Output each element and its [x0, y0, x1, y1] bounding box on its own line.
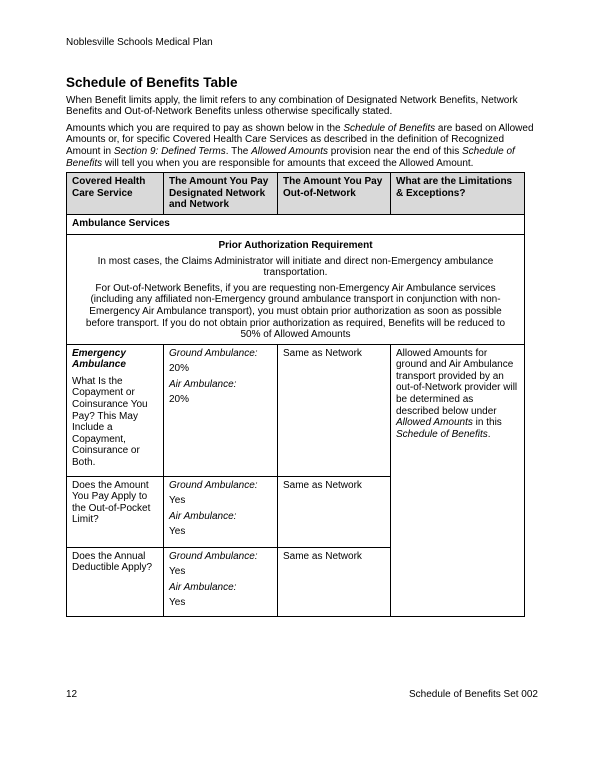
out-of-network-value: Same as Network: [283, 479, 362, 491]
amount-label: Ground Ambulance:: [169, 479, 258, 491]
page-title: Schedule of Benefits Table: [66, 74, 238, 90]
prior-authorization-cell: [67, 234, 525, 344]
benefits-table: [66, 172, 525, 617]
amount-value: Yes: [169, 566, 186, 578]
amount-label: Ground Ambulance:: [169, 347, 258, 359]
column-header-covered-service: Covered Health Care Service: [67, 173, 164, 215]
amount-value: Yes: [169, 526, 186, 538]
section-title-ambulance-services: Ambulance Services: [67, 214, 525, 234]
cell-designated-network-amounts: [164, 476, 278, 547]
table-row: [67, 344, 525, 476]
prior-auth-title: Prior Authorization Requirement: [218, 239, 373, 251]
column-header-designated-network: The Amount You Pay Designated Network and Network: [164, 173, 278, 215]
cell-out-of-network: [278, 344, 391, 476]
cell-service-deductible-question: [67, 547, 164, 616]
service-question: Does the Amount You Pay Apply to the Out-of-Pocket Limit?: [72, 479, 151, 526]
service-question: What Is the Copayment or Coinsurance You Pay? This May Include a Copayment, Coinsurance or Both.: [72, 375, 148, 469]
column-header-limitations: What are the Limitations & Exceptions?: [391, 173, 525, 215]
cell-out-of-network: [278, 547, 391, 616]
prior-authorization-row: [67, 234, 525, 344]
footer-document-label: Schedule of Benefits Set 002: [409, 689, 538, 700]
amount-label: Ground Ambulance:: [169, 550, 258, 562]
amount-value: 20%: [169, 394, 190, 406]
service-question: Does the Annual Deductible Apply?: [72, 550, 153, 574]
amount-label: Air Ambulance:: [169, 510, 237, 522]
out-of-network-value: Same as Network: [283, 550, 362, 562]
amount-value: Yes: [169, 495, 186, 507]
prior-auth-paragraph-2: For Out-of-Network Benefits, if you are requesting non-Emergency Air Ambulance services (including any affiliated non-Emergency ground ambulance transport in conjunction with non-Emergency Air Ambulance transport), you must obtain prior authorization as soon as possible before transport. If you do not obtain prior authorization as required, Benefits will be reduced to 50% of Allowed Amounts: [85, 282, 506, 341]
amount-value: 20%: [169, 363, 190, 375]
cell-service-out-of-pocket-question: [67, 476, 164, 547]
intro-paragraph-1: When Benefit limits apply, the limit refers to any combination of Designated Network Benefits, Network Benefits and Out-of-Network Benefits unless otherwise specifically stated.: [66, 94, 518, 118]
cell-designated-network-amounts: [164, 344, 278, 476]
amount-value: Yes: [169, 597, 186, 609]
service-title: Emergency Ambulance: [72, 347, 126, 371]
cell-out-of-network: [278, 476, 391, 547]
amount-label: Air Ambulance:: [169, 378, 237, 390]
column-header-out-of-network: The Amount You Pay Out-of-Network: [278, 173, 391, 215]
cell-designated-network-amounts: [164, 547, 278, 616]
page-number: 12: [66, 689, 78, 700]
section-row: [67, 214, 525, 234]
intro-paragraph-2: Amounts which you are required to pay as shown below in the Schedule of Benefits are based on Allowed Amounts or, for specific Covered Health Care Services as described in the definition of Recognized Amount in Section 9: Defined Terms. The Allowed Amounts provision near the end of this Schedule of Benefits will tell you when you are responsible for amounts that exceed the Allowed Amount.: [66, 122, 534, 169]
prior-auth-paragraph-1: In most cases, the Claims Administrator will initiate and direct non-Emergency ambulance transportation.: [97, 255, 494, 279]
out-of-network-value: Same as Network: [283, 347, 362, 359]
table-header-row: [67, 173, 525, 215]
amount-label: Air Ambulance:: [169, 581, 237, 593]
cell-limitations-exceptions: Allowed Amounts for ground and Air Ambulance transport provided by an out-of-Network provider will be determined as described below under Allowed Amounts in this Schedule of Benefits.: [391, 344, 525, 616]
cell-service-emergency-ambulance: [67, 344, 164, 476]
running-header: Noblesville Schools Medical Plan: [66, 37, 213, 48]
page-footer: [66, 689, 538, 701]
